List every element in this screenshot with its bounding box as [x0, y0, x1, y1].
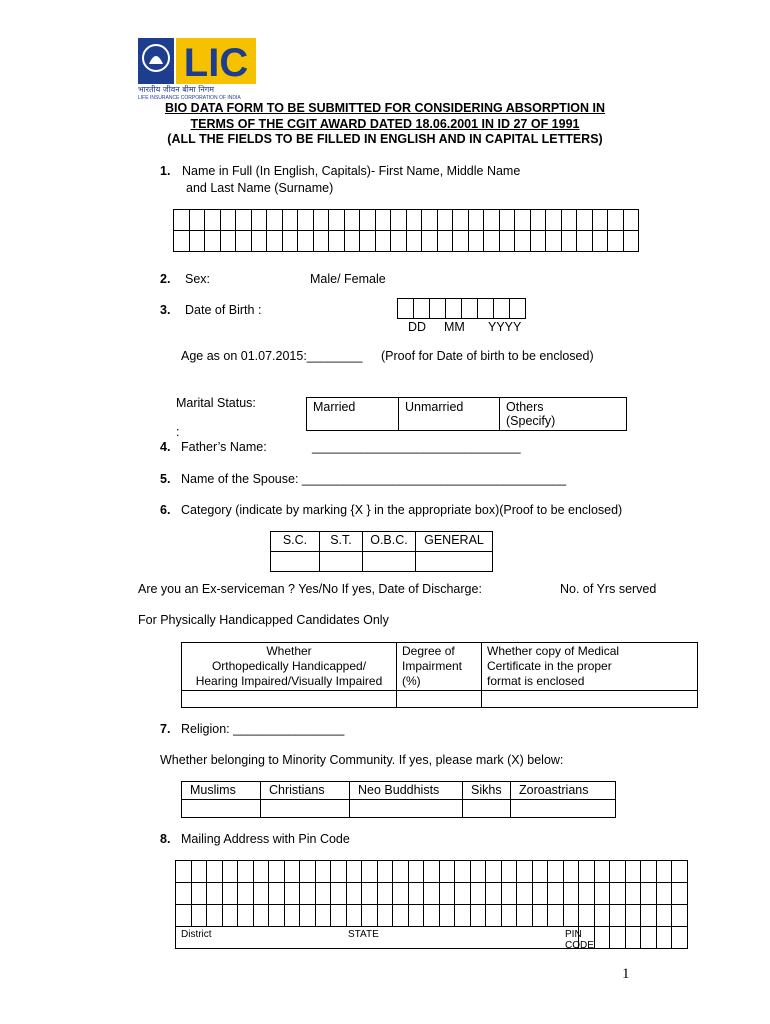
category-options[interactable] — [270, 531, 493, 572]
q6-label: Category (indicate by marking {X } in the appropriate box)(Proof to be enclosed) — [181, 503, 623, 517]
name-grid-row[interactable] — [174, 231, 639, 252]
logo-text: LIC — [183, 41, 249, 85]
handicapped-heading: For Physically Handicapped Candidates Only — [138, 613, 389, 627]
address-district-state-row[interactable] — [176, 927, 594, 951]
q8-label: Mailing Address with Pin Code — [181, 832, 350, 846]
minority-muslims[interactable]: Muslims — [182, 782, 261, 800]
pin-code-box[interactable] — [594, 927, 610, 949]
category-general[interactable]: GENERAL — [416, 532, 493, 552]
district-label: District — [181, 929, 212, 940]
pin-code-box[interactable] — [656, 927, 672, 949]
lic-logo — [138, 38, 256, 100]
handicapped-col-certificate: Whether copy of Medical Certificate in the proper format is enclosed — [482, 643, 698, 691]
q1-label-2: and Last Name (Surname) — [186, 181, 334, 195]
handicapped-col-type: Whether Orthopedically Handicapped/ Hearing Impaired/Visually Impaired — [182, 643, 397, 691]
q1-label: Name in Full (In English, Capitals)- First Name, Middle Name — [182, 164, 521, 178]
handicapped-cell[interactable] — [182, 691, 397, 708]
q3-label: Date of Birth : — [185, 303, 262, 317]
marital-options[interactable] — [306, 397, 627, 431]
q2-value: Male/ Female — [310, 272, 386, 286]
marital-others[interactable]: Others (Specify) — [500, 398, 627, 431]
category-st[interactable]: S.T. — [320, 532, 363, 552]
state-label: STATE — [348, 929, 379, 940]
q7-number: 7. — [160, 722, 171, 736]
logo-english: LIFE INSURANCE CORPORATION OF INDIA — [138, 95, 241, 100]
dob-yyyy: YYYY — [488, 320, 522, 334]
father-name-field[interactable]: ______________________________ — [312, 440, 521, 454]
address-grid-row[interactable] — [176, 905, 688, 927]
q2-number: 2. — [160, 272, 171, 286]
handicapped-cell[interactable] — [397, 691, 482, 708]
handicapped-table[interactable] — [181, 642, 698, 708]
q4-label: Father’s Name: — [181, 440, 267, 454]
handicapped-cell[interactable] — [482, 691, 698, 708]
dob-dd: DD — [408, 320, 427, 334]
minority-zoroastrians[interactable]: Zoroastrians — [511, 782, 616, 800]
marital-married[interactable]: Married — [307, 398, 399, 431]
q3-number: 3. — [160, 303, 171, 317]
address-grid-row[interactable] — [176, 883, 688, 905]
name-grid-row[interactable] — [174, 210, 639, 231]
pin-code-label: PIN CODE — [565, 929, 594, 951]
q8-number: 8. — [160, 832, 171, 846]
years-served: No. of Yrs served — [560, 582, 657, 596]
category-obc[interactable]: O.B.C. — [363, 532, 416, 552]
title-line-3: (ALL THE FIELDS TO BE FILLED IN ENGLISH AND IN CAPITAL LETTERS) — [167, 132, 603, 146]
q4-number: 4. — [160, 440, 171, 454]
page-number: 1 — [622, 966, 630, 982]
q2-label: Sex: — [185, 272, 211, 286]
marital-unmarried[interactable]: Unmarried — [399, 398, 500, 431]
logo-hindi: भारतीय जीवन बीमा निगम — [138, 85, 215, 94]
q6-number: 6. — [160, 503, 171, 517]
pin-code-box[interactable] — [641, 927, 657, 949]
title-line-2: TERMS OF THE CGIT AWARD DATED 18.06.2001 IN ID 27 OF 1991 — [190, 117, 580, 131]
minority-sikhs[interactable]: Sikhs — [463, 782, 511, 800]
stray-colon: : — [176, 425, 180, 439]
pin-code-box[interactable] — [672, 927, 688, 949]
minority-neo-buddhists[interactable]: Neo Buddhists — [350, 782, 463, 800]
dob-proof-note: (Proof for Date of birth to be enclosed) — [381, 349, 594, 363]
age-field: Age as on 01.07.2015:________ — [181, 349, 363, 363]
marital-label: Marital Status: — [176, 396, 256, 410]
name-grid[interactable] — [173, 209, 639, 252]
spouse-name-field[interactable]: Name of the Spouse: ______________________________________ — [181, 472, 567, 486]
pin-code-box[interactable] — [625, 927, 641, 949]
minority-christians[interactable]: Christians — [261, 782, 350, 800]
handicapped-col-degree: Degree of Impairment (%) — [397, 643, 482, 691]
address-grid-row[interactable] — [176, 861, 688, 883]
pin-code-box[interactable] — [610, 927, 626, 949]
address-grid[interactable] — [175, 860, 688, 949]
title-line-1: BIO DATA FORM TO BE SUBMITTED FOR CONSIDERING ABSORPTION IN — [164, 101, 606, 115]
dob-boxes[interactable] — [397, 298, 526, 319]
religion-field[interactable]: Religion: ________________ — [181, 722, 345, 736]
exserviceman-question: Are you an Ex-serviceman ? Yes/No If yes, Date of Discharge: — [138, 582, 482, 596]
q1-number: 1. — [160, 164, 171, 178]
dob-mm: MM — [444, 320, 465, 334]
minority-options[interactable] — [181, 781, 616, 818]
q5-number: 5. — [160, 472, 171, 486]
minority-question: Whether belonging to Minority Community. If yes, please mark (X) below: — [160, 753, 564, 767]
category-sc[interactable]: S.C. — [271, 532, 320, 552]
